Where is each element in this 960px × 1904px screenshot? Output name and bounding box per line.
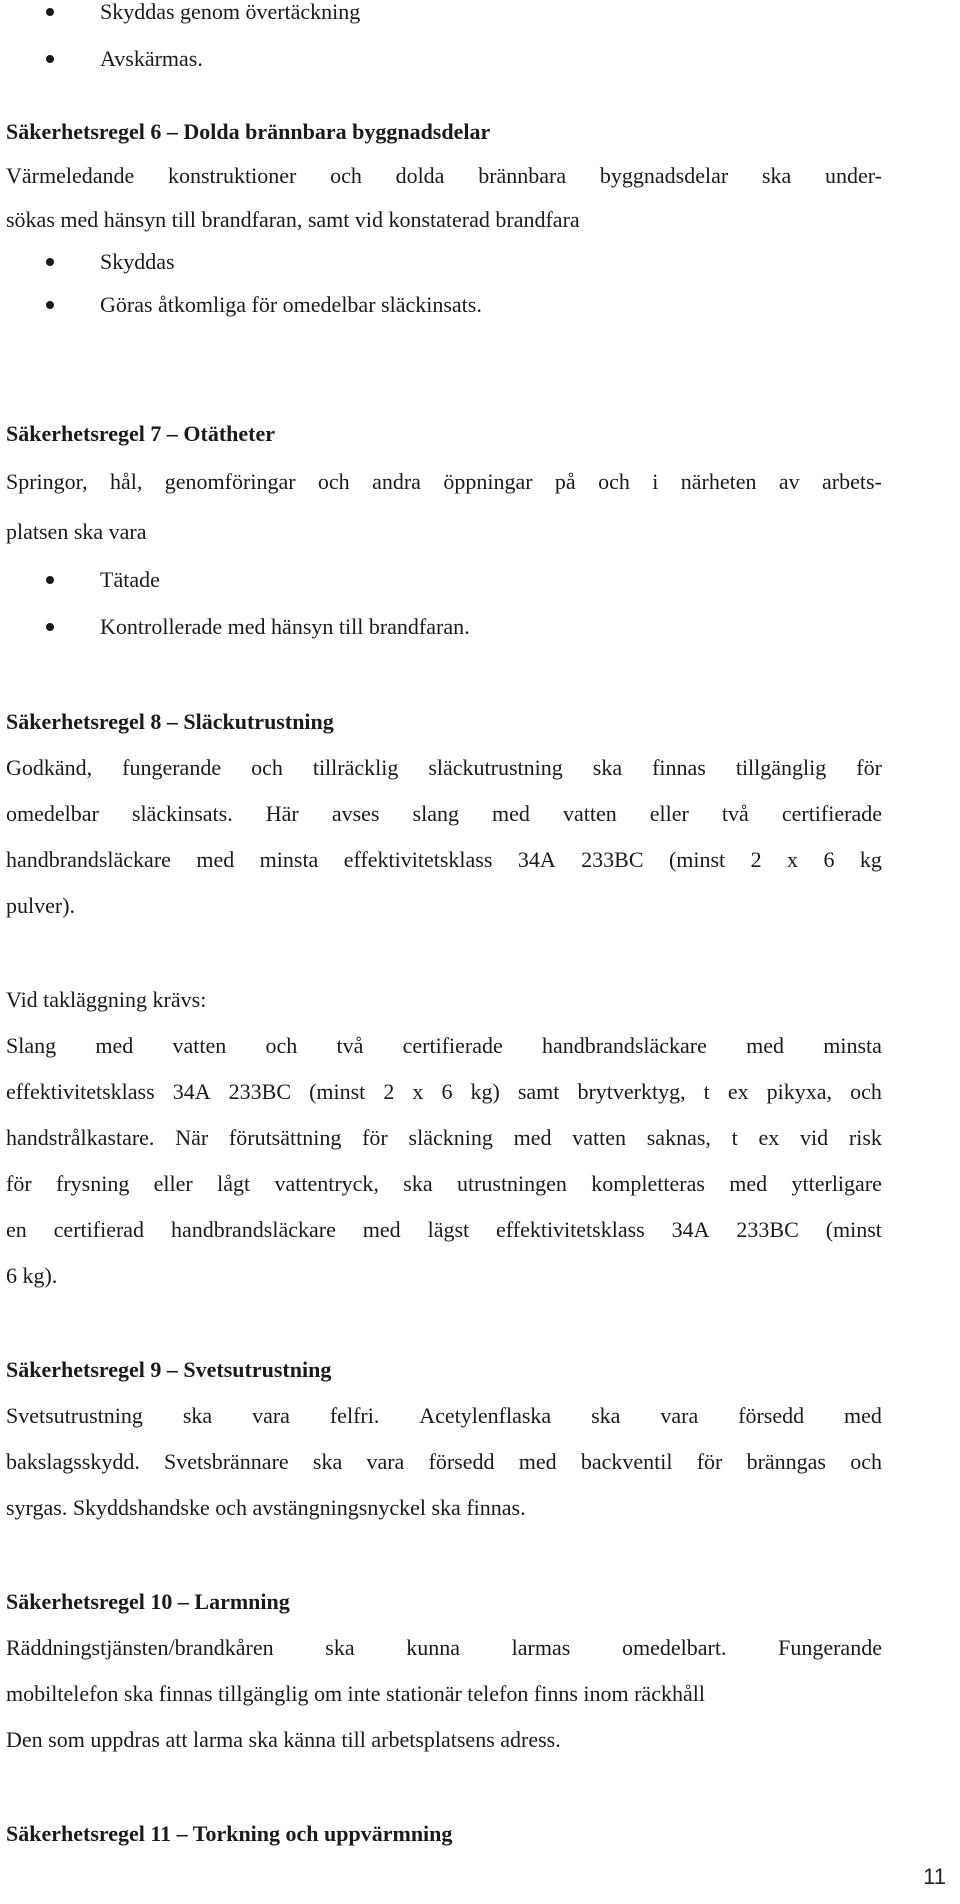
rule8-line: pulver). (6, 893, 76, 918)
word: en (6, 1217, 27, 1242)
bullet-item: Tätade (0, 556, 880, 603)
word: vara (366, 1449, 405, 1474)
word: Slang (6, 1033, 57, 1058)
word: 34A (671, 1217, 710, 1242)
word: samt (517, 1079, 560, 1104)
word: avses (331, 801, 380, 826)
word: och (265, 1033, 298, 1058)
rule6-bullet-list (0, 238, 880, 328)
word: backventil (580, 1449, 673, 1474)
word: eller (649, 801, 689, 826)
word: brännbara (478, 163, 567, 188)
word: med (746, 1033, 785, 1058)
word: pikyxa, (766, 1079, 833, 1104)
word: lågt (217, 1171, 251, 1196)
word: felfri. (329, 1403, 380, 1428)
roofing-line (6, 1114, 882, 1161)
rule7-bullet-list (0, 556, 880, 650)
word: arbets- (822, 469, 882, 494)
word: risk (848, 1125, 882, 1150)
rule9-line: syrgas. Skyddshandske och avstängningsnyckel ska finnas. (6, 1495, 526, 1520)
word: ska (182, 1403, 213, 1428)
word: släckinsats. (131, 801, 233, 826)
word: saknas, (646, 1125, 711, 1150)
rule8-line (6, 744, 882, 791)
word: x (412, 1079, 424, 1104)
word: Värmeledande (6, 163, 135, 188)
word: effektivitetsklass (6, 1079, 155, 1104)
roofing-intro: Vid takläggning krävs: (6, 987, 207, 1012)
rule6-line: sökas med hänsyn till brandfaran, samt vid konstaterad brandfara (6, 207, 580, 232)
word: utrustningen (456, 1171, 567, 1196)
roofing-line (6, 1022, 882, 1069)
word: ska (325, 1635, 355, 1660)
word: vattentryck, (274, 1171, 379, 1196)
rule7-line (6, 458, 882, 505)
word: vatten (562, 801, 617, 826)
word: tillräcklig (312, 755, 399, 780)
word: vatten (572, 1125, 626, 1150)
word: effektivitetsklass (496, 1217, 645, 1242)
word: och (598, 469, 630, 494)
word: på (554, 469, 576, 494)
word: för (6, 1171, 32, 1196)
word: vara (660, 1403, 699, 1428)
rule10-line (6, 1624, 882, 1671)
word: Fungerande (778, 1635, 882, 1660)
word: fungerande (122, 755, 222, 780)
word: ska (591, 1403, 621, 1428)
word: kunna (406, 1635, 461, 1660)
word: med (492, 801, 530, 826)
word: (minst (309, 1079, 366, 1104)
rule6-heading: Säkerhetsregel 6 – Dolda brännbara byggnadsdelar (6, 119, 491, 144)
word: med (729, 1171, 768, 1196)
word: ska (592, 755, 623, 780)
rule9-line (6, 1438, 882, 1485)
rule8-line (6, 790, 882, 837)
word: omedelbart. (621, 1635, 727, 1660)
word: närheten (680, 469, 757, 494)
word: släckutrustning (428, 755, 563, 780)
word: ska (403, 1171, 433, 1196)
word: lägst (427, 1217, 470, 1242)
word: frysning (56, 1171, 130, 1196)
bullet-item: Skyddas genom övertäckning (0, 0, 880, 35)
word: certifierade (402, 1033, 503, 1058)
word: försedd (428, 1449, 495, 1474)
word: bränngas (746, 1449, 826, 1474)
word: 233BC (736, 1217, 799, 1242)
word: x (787, 847, 799, 872)
word: och (850, 1079, 882, 1104)
word: andra (372, 469, 421, 494)
word: med (518, 1449, 557, 1474)
word: för (696, 1449, 723, 1474)
rule7-heading: Säkerhetsregel 7 – Otätheter (6, 421, 276, 446)
word: kg (859, 847, 882, 872)
word: minsta (823, 1033, 882, 1058)
word: dolda (395, 163, 445, 188)
bullet-item: Göras åtkomliga för omedelbar släckinsats. (0, 281, 880, 328)
word: i (652, 469, 659, 494)
word: två (336, 1033, 364, 1058)
word: certifierad (53, 1217, 145, 1242)
word: omedelbar (6, 801, 99, 826)
word: effektivitetsklass (343, 847, 493, 872)
word: och (317, 469, 350, 494)
word: vara (252, 1403, 290, 1428)
word: Acetylenflaska (419, 1403, 552, 1428)
word: vatten (172, 1033, 227, 1058)
word: försedd (738, 1403, 805, 1428)
word: 34A (172, 1079, 211, 1104)
bullet-item: Avskärmas. (0, 35, 880, 82)
word: brytverktyg, (577, 1079, 686, 1104)
word: förutsättning (228, 1125, 342, 1150)
roofing-line: 6 kg). (6, 1263, 58, 1288)
word: av (778, 469, 800, 494)
rule10-line: mobiltelefon ska finnas tillgänglig om inte stationär telefon finns inom räckhåll (6, 1681, 705, 1706)
word: 6 (823, 847, 835, 872)
word: 233BC (581, 847, 644, 872)
word: finnas (652, 755, 706, 780)
intro-bullet-list (0, 0, 880, 82)
word: byggnadsdelar (599, 163, 729, 188)
word: med (362, 1217, 401, 1242)
word: (minst (668, 847, 726, 872)
word: bakslagsskydd. (6, 1449, 140, 1474)
word: vid (800, 1125, 829, 1150)
page-number: 11 (923, 1864, 946, 1889)
word: med (95, 1033, 134, 1058)
word: kg) (470, 1079, 500, 1104)
word: konstruktioner (168, 163, 297, 188)
word: handbrandsläckare (541, 1033, 707, 1058)
word: under- (824, 163, 882, 188)
word: (minst (825, 1217, 882, 1242)
roofing-line (6, 1206, 882, 1253)
word: larmas (511, 1635, 571, 1660)
word: eller (153, 1171, 193, 1196)
rule10-line: Den som uppdras att larma ska känna till arbetsplatsens adress. (6, 1727, 561, 1752)
word: kompletteras (591, 1171, 705, 1196)
word: öppningar (443, 469, 533, 494)
word: ska (312, 1449, 343, 1474)
word: När (175, 1125, 209, 1150)
word: för (856, 755, 882, 780)
rule6-line (6, 152, 882, 199)
rule7-line: platsen ska vara (6, 519, 147, 544)
bullet-item: Skyddas (0, 238, 880, 285)
roofing-line (6, 1068, 882, 1115)
word: Svetsbrännare (164, 1449, 289, 1474)
rule9-heading: Säkerhetsregel 9 – Svetsutrustning (6, 1357, 332, 1382)
word: genomföringar (164, 469, 296, 494)
word: 6 (441, 1079, 453, 1104)
rule10-heading: Säkerhetsregel 10 – Larmning (6, 1589, 290, 1614)
rule11-heading: Säkerhetsregel 11 – Torkning och uppvärmning (6, 1821, 453, 1846)
rule9-line (6, 1392, 882, 1439)
roofing-line (6, 1160, 882, 1207)
word: Svetsutrustning (6, 1403, 143, 1428)
word: 2 (750, 847, 762, 872)
word: tillgänglig (735, 755, 827, 780)
word: 2 (383, 1079, 395, 1104)
word: ska (761, 163, 792, 188)
bullet-item: Kontrollerade med hänsyn till brandfaran. (0, 603, 880, 650)
word: ex (727, 1079, 749, 1104)
rule8-line (6, 836, 882, 883)
word: ytterligare (791, 1171, 882, 1196)
word: minsta (259, 847, 319, 872)
word: 34A (517, 847, 556, 872)
word: Springor, (6, 469, 88, 494)
word: handbrandsläckare (6, 847, 171, 872)
word: släckning (408, 1125, 493, 1150)
word: Godkänd, (6, 755, 93, 780)
word: med (196, 847, 235, 872)
word: Räddningstjänsten/brandkåren (6, 1635, 274, 1660)
rule8-heading: Säkerhetsregel 8 – Släckutrustning (6, 709, 334, 734)
word: t (703, 1079, 710, 1104)
word: och (330, 163, 362, 188)
word: t (731, 1125, 738, 1150)
word: med (513, 1125, 552, 1150)
word: handbrandsläckare (170, 1217, 336, 1242)
word: Här (265, 801, 299, 826)
word: för (362, 1125, 388, 1150)
word: två (721, 801, 749, 826)
word: slang (412, 801, 459, 826)
word: med (844, 1403, 882, 1428)
word: 233BC (228, 1079, 292, 1104)
word: och (850, 1449, 882, 1474)
word: hål, (110, 469, 143, 494)
word: handstrålkastare. (6, 1125, 155, 1150)
word: certifierade (781, 801, 882, 826)
word: ex (758, 1125, 780, 1150)
word: och (251, 755, 283, 780)
